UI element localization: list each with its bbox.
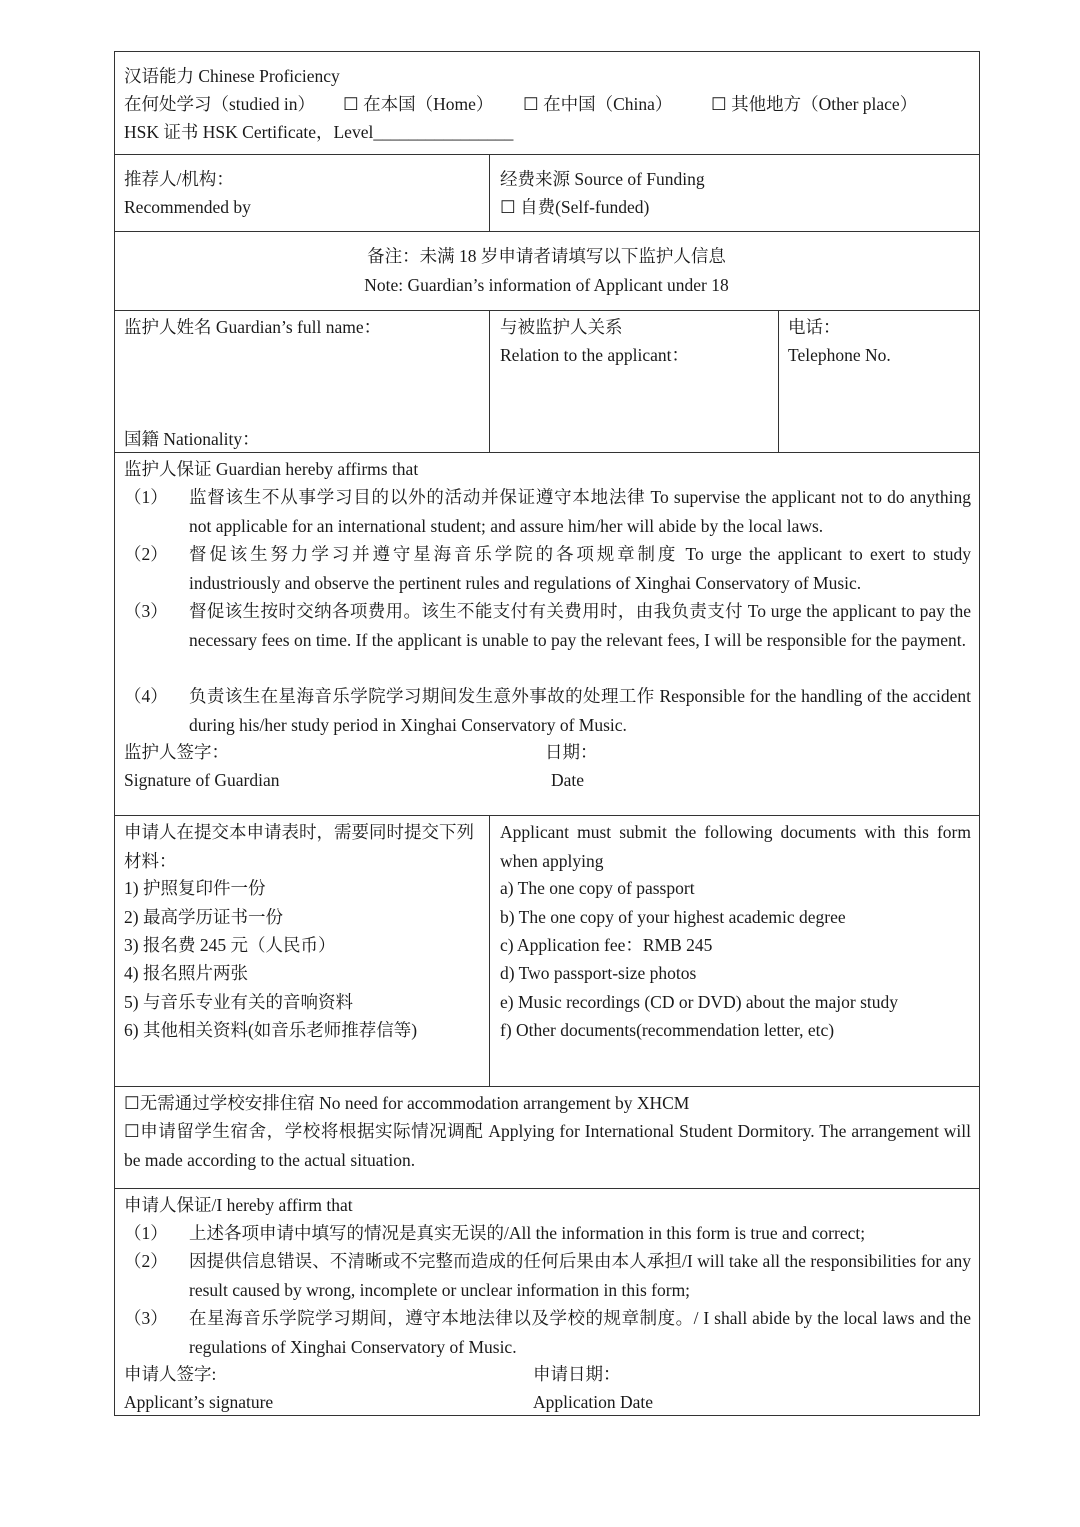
column-divider bbox=[489, 816, 490, 1086]
telephone-label-cn: 电话： bbox=[788, 317, 841, 337]
applicant-signature-label-cn: 申请人签字: bbox=[124, 1364, 217, 1384]
guardian-signature-label-cn: 监护人签字： bbox=[124, 742, 229, 762]
required-documents-section bbox=[114, 816, 980, 1087]
recommended-by-cn: 推荐人/机构： bbox=[124, 169, 234, 189]
studied-in-label: 在何处学习（studied in） bbox=[124, 94, 316, 114]
document-item-en: d) Two passport-size photos bbox=[500, 963, 697, 983]
document-item-en: c) Application fee：RMB 245 bbox=[500, 935, 713, 955]
document-item-cn: 2) 最高学历证书一份 bbox=[124, 907, 283, 927]
applicant-item-number: （2） bbox=[124, 1251, 168, 1271]
affirm-item-number: （2） bbox=[124, 544, 168, 564]
guardian-signature-field[interactable]: Signature of Guardian bbox=[124, 770, 280, 790]
document-item-en: e) Music recordings (CD or DVD) about the major study bbox=[500, 992, 899, 1012]
applicant-item-number: （1） bbox=[124, 1223, 168, 1243]
relation-label-cn: 与被监护人关系 bbox=[500, 317, 623, 337]
application-date-label-cn: 申请日期： bbox=[533, 1364, 621, 1384]
relation-field[interactable]: Relation to the applicant： bbox=[500, 345, 690, 365]
guardian-nationality-field[interactable]: 国籍 Nationality： bbox=[124, 429, 260, 449]
dormitory-checkbox[interactable]: ☐申请留学生宿舍，学校将根据实际情况调配 Applying for International Student Dormitory. The arrangement will be made according to the actual situation. bbox=[124, 1121, 971, 1170]
document-item-cn: 3) 报名费 245 元（人民币） bbox=[124, 935, 336, 955]
document-item-cn: 4) 报名照片两张 bbox=[124, 963, 248, 983]
column-divider bbox=[489, 155, 490, 231]
document-item-cn: 5) 与音乐专业有关的音响资料 bbox=[124, 992, 353, 1012]
hsk-level-field[interactable]: ________________ bbox=[373, 122, 514, 142]
applicant-item-text: 因提供信息错误、不清晰或不完整而造成的任何后果由本人承担/I will take all the responsibilities for any result caused by wrong, incomplete or unclear information in this form; bbox=[189, 1251, 971, 1300]
guardian-info-section bbox=[114, 311, 980, 453]
affirm-item-number: （1） bbox=[124, 487, 168, 507]
affirm-item-text: 监督该生不从事学习目的以外的活动并保证遵守本地法律 To supervise the applicant not to do anything not applicable for an international student; and assure him/her will abide by the local laws. bbox=[189, 487, 971, 536]
affirm-item-text: 督促该生努力学习并遵守星海音乐学院的各项规章制度 To urge the applicant to exert to study industriously and observe the pertinent rules and regulations of Xinghai Conservatory of Music. bbox=[189, 544, 971, 593]
note-en: Note: Guardian’s information of Applicant under 18 bbox=[364, 275, 729, 295]
chinese-proficiency-section bbox=[114, 51, 980, 155]
documents-intro-en: Applicant must submit the following documents with this form when applying bbox=[500, 822, 971, 871]
affirm-item-number: （4） bbox=[124, 686, 168, 706]
applicant-signature-field[interactable]: Applicant’s signature bbox=[124, 1392, 274, 1412]
recommended-by-field[interactable]: Recommended by bbox=[124, 197, 251, 217]
guardian-affirm-section bbox=[114, 453, 980, 816]
applicant-affirm-section bbox=[114, 1189, 980, 1416]
applicant-item-number: （3） bbox=[124, 1308, 168, 1328]
affirm-item-number: （3） bbox=[124, 601, 168, 621]
column-divider bbox=[489, 311, 490, 452]
document-item-cn: 6) 其他相关资料(如音乐老师推荐信等) bbox=[124, 1020, 418, 1040]
note-cn: 备注：未满 18 岁申请者请填写以下监护人信息 bbox=[367, 246, 726, 266]
applicant-item-text: 上述各项申请中填写的情况是真实无误的/All the information in this form is true and correct; bbox=[189, 1223, 866, 1243]
chinese-proficiency-title: 汉语能力 Chinese Proficiency bbox=[124, 66, 340, 86]
guardian-date-label-cn: 日期： bbox=[545, 742, 598, 762]
document-item-en: b) The one copy of your highest academic degree bbox=[500, 907, 846, 927]
document-item-cn: 1) 护照复印件一份 bbox=[124, 878, 266, 898]
hsk-level-label bbox=[124, 118, 513, 147]
column-divider bbox=[778, 311, 779, 452]
telephone-field[interactable]: Telephone No. bbox=[788, 345, 891, 365]
recommend-funding-section bbox=[114, 155, 980, 232]
document-item-en: a) The one copy of passport bbox=[500, 878, 695, 898]
documents-intro-cn: 申请人在提交本申请表时，需要同时提交下列材料： bbox=[124, 822, 474, 871]
applicant-item-text: 在星海音乐学院学习期间，遵守本地法律以及学校的规章制度。/ I shall abide by the local laws and the regulations of Xinghai Conservatory of Music. bbox=[189, 1308, 971, 1357]
application-date-field[interactable]: Application Date bbox=[533, 1392, 654, 1412]
accommodation-section bbox=[114, 1087, 980, 1189]
funding-label: 经费来源 Source of Funding bbox=[500, 169, 705, 189]
self-funded-checkbox[interactable]: ☐ 自费(Self-funded) bbox=[500, 197, 650, 217]
applicant-affirm-title: 申请人保证/I hereby affirm that bbox=[124, 1195, 353, 1215]
guardian-affirm-title: 监护人保证 Guardian hereby affirms that bbox=[124, 459, 419, 479]
option-home-checkbox[interactable]: ☐ 在本国（Home） bbox=[343, 94, 494, 114]
affirm-item-text: 负责该生在星海音乐学院学习期间发生意外事故的处理工作 Responsible for the handling of the accident during his/her study period in Xinghai Conservatory of Music. bbox=[189, 686, 971, 735]
hsk-label-text: HSK 证书 HSK Certificate，Level bbox=[124, 122, 374, 142]
option-other-checkbox[interactable]: ☐ 其他地方（Other place） bbox=[711, 94, 918, 114]
affirm-item-text: 督促该生按时交纳各项费用。该生不能支付有关费用时，由我负责支付 To urge the applicant to pay the necessary fees on time. If the applicant is unable to pay the relevant fees, I will be responsible for the payment. bbox=[189, 601, 971, 650]
guardian-date-field[interactable]: Date bbox=[551, 770, 585, 790]
no-accommodation-checkbox[interactable]: ☐无需通过学校安排住宿 No need for accommodation arrangement by XHCM bbox=[124, 1093, 690, 1113]
guardian-name-field[interactable]: 监护人姓名 Guardian’s full name： bbox=[124, 317, 382, 337]
option-china-checkbox[interactable]: ☐ 在中国（China） bbox=[523, 94, 673, 114]
document-item-en: f) Other documents(recommendation letter, etc) bbox=[500, 1020, 835, 1040]
guardian-note-section bbox=[114, 232, 980, 311]
